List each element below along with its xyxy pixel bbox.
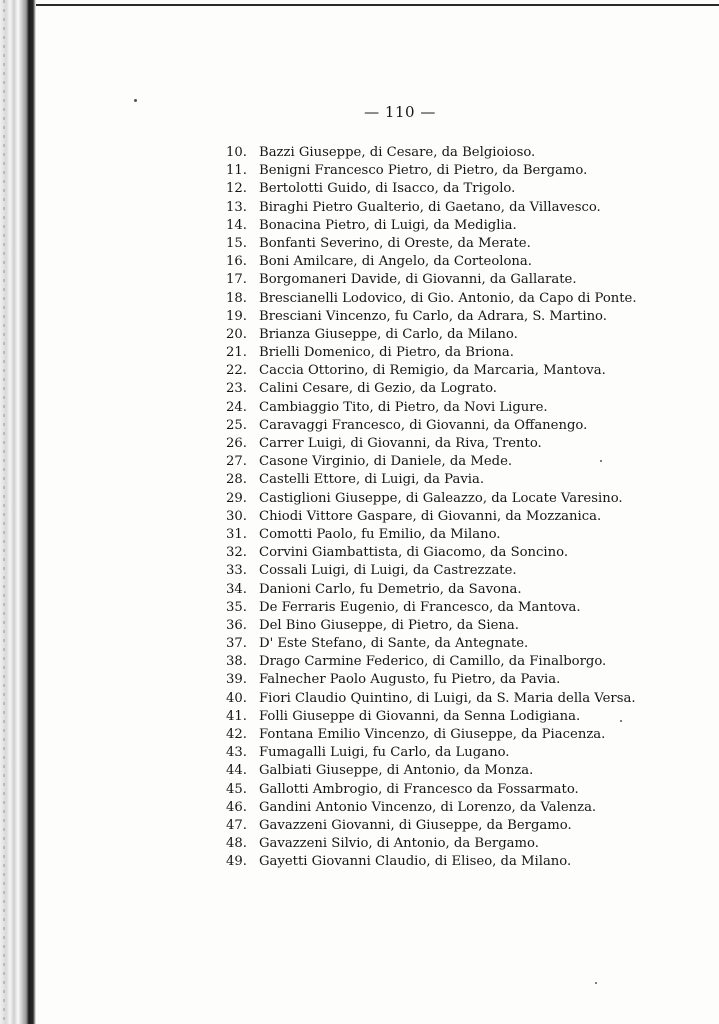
entry-number: 21. xyxy=(226,345,247,361)
page-number: — 110 — xyxy=(364,103,436,121)
entry-text: Cossali Luigi, di Luigi, da Castrezzate. xyxy=(259,563,517,579)
entry-text: Castelli Ettore, di Luigi, da Pavia. xyxy=(259,472,485,488)
book-binding-edge xyxy=(0,0,36,1024)
top-edge-rule xyxy=(36,4,719,6)
entry-number: 37. xyxy=(226,636,247,652)
list-item xyxy=(226,180,646,198)
list-item xyxy=(226,853,646,871)
list-item xyxy=(226,235,646,253)
entry-number: 20. xyxy=(226,326,247,342)
entry-text: Bonacina Pietro, di Luigi, da Mediglia. xyxy=(259,217,517,233)
entry-number: 23. xyxy=(226,381,247,397)
entry-number: 28. xyxy=(226,472,247,488)
entry-number: 44. xyxy=(226,763,247,779)
entry-number: 48. xyxy=(226,836,247,852)
list-item xyxy=(226,253,646,271)
entry-text: Comotti Paolo, fu Emilio, da Milano. xyxy=(259,526,501,542)
list-item xyxy=(226,453,646,471)
entry-text: Falnecher Paolo Augusto, fu Pietro, da Pavia. xyxy=(259,672,561,688)
entry-number: 31. xyxy=(226,526,247,542)
entry-text: Caravaggi Francesco, di Giovanni, da Offanengo. xyxy=(259,417,588,433)
entry-text: Galbiati Giuseppe, di Antonio, da Monza. xyxy=(259,763,534,779)
entry-number: 14. xyxy=(226,217,247,233)
entry-number: 27. xyxy=(226,454,247,470)
list-item xyxy=(226,544,646,562)
entry-text: Gavazzeni Giovanni, di Giuseppe, da Bergamo. xyxy=(259,817,572,833)
entry-number: 10. xyxy=(226,145,247,160)
list-item xyxy=(226,380,646,398)
list-item xyxy=(226,726,646,744)
entry-number: 45. xyxy=(226,781,247,797)
list-item xyxy=(226,362,646,380)
entry-number: 34. xyxy=(226,581,247,597)
entry-text: De Ferraris Eugenio, di Francesco, da Mantova. xyxy=(259,599,581,615)
entry-text: Chiodi Vittore Gaspare, di Giovanni, da Mozzanica. xyxy=(259,508,602,524)
entry-text: Cambiaggio Tito, di Pietro, da Novi Ligure. xyxy=(259,399,548,415)
entry-number: 15. xyxy=(226,235,247,251)
name-list xyxy=(226,144,646,872)
list-item xyxy=(226,217,646,235)
entry-text: Bresciani Vincenzo, fu Carlo, da Adrara, S. Martino. xyxy=(259,308,607,324)
list-item xyxy=(226,308,646,326)
entry-text: Bazzi Giuseppe, di Cesare, da Belgioioso. xyxy=(259,145,536,160)
entry-text: Brielli Domenico, di Pietro, da Briona. xyxy=(259,345,514,361)
entry-text: Del Bino Giuseppe, di Pietro, da Siena. xyxy=(259,617,519,633)
entry-text: Brianza Giuseppe, di Carlo, da Milano. xyxy=(259,326,518,342)
list-item xyxy=(226,344,646,362)
entry-number: 35. xyxy=(226,599,247,615)
list-item xyxy=(226,799,646,817)
entry-text: Fumagalli Luigi, fu Carlo, da Lugano. xyxy=(259,745,510,761)
entry-text: Casone Virginio, di Daniele, da Mede. xyxy=(259,454,513,470)
list-item xyxy=(226,526,646,544)
entry-number: 22. xyxy=(226,363,247,379)
list-item xyxy=(226,471,646,489)
list-item xyxy=(226,581,646,599)
entry-number: 19. xyxy=(226,308,247,324)
list-item xyxy=(226,417,646,435)
list-item xyxy=(226,781,646,799)
entry-number: 11. xyxy=(226,163,247,179)
entry-number: 16. xyxy=(226,254,247,270)
list-item xyxy=(226,399,646,417)
entry-number: 32. xyxy=(226,545,247,561)
list-item xyxy=(226,435,646,453)
list-item xyxy=(226,671,646,689)
entry-number: 36. xyxy=(226,617,247,633)
list-item xyxy=(226,653,646,671)
list-item xyxy=(226,162,646,180)
entry-text: Brescianelli Lodovico, di Gio. Antonio, da Capo di Ponte. xyxy=(259,290,637,306)
entry-text: Castiglioni Giuseppe, di Galeazzo, da Locate Varesino. xyxy=(259,490,623,506)
list-item xyxy=(226,144,646,162)
list-item xyxy=(226,599,646,617)
list-item xyxy=(226,817,646,835)
entry-number: 39. xyxy=(226,672,247,688)
entry-number: 43. xyxy=(226,745,247,761)
entry-number: 33. xyxy=(226,563,247,579)
list-item xyxy=(226,708,646,726)
entry-text: Drago Carmine Federico, di Camillo, da Finalborgo. xyxy=(259,654,607,670)
list-item xyxy=(226,635,646,653)
entry-text: Caccia Ottorino, di Remigio, da Marcaria, Mantova. xyxy=(259,363,606,379)
entry-number: 49. xyxy=(226,854,247,870)
entry-number: 17. xyxy=(226,272,247,288)
entry-number: 13. xyxy=(226,199,247,215)
entry-text: Gayetti Giovanni Claudio, di Eliseo, da Milano. xyxy=(259,854,572,870)
entry-text: Fiori Claudio Quintino, di Luigi, da S. Maria della Versa. xyxy=(259,690,636,706)
entry-text: Gandini Antonio Vincenzo, di Lorenzo, da Valenza. xyxy=(259,799,597,815)
entry-number: 30. xyxy=(226,508,247,524)
entry-number: 41. xyxy=(226,708,247,724)
entry-number: 25. xyxy=(226,417,247,433)
entry-number: 24. xyxy=(226,399,247,415)
entry-text: D' Este Stefano, di Sante, da Antegnate. xyxy=(259,636,529,652)
list-item xyxy=(226,762,646,780)
entry-text: Boni Amilcare, di Angelo, da Corteolona. xyxy=(259,254,532,270)
list-item xyxy=(226,290,646,308)
entry-number: 18. xyxy=(226,290,247,306)
entry-number: 29. xyxy=(226,490,247,506)
entry-text: Bertolotti Guido, di Isacco, da Trigolo. xyxy=(259,181,516,197)
entry-number: 38. xyxy=(226,654,247,670)
entry-text: Gallotti Ambrogio, di Francesco da Fossarmato. xyxy=(259,781,579,797)
list-item xyxy=(226,744,646,762)
entry-text: Danioni Carlo, fu Demetrio, da Savona. xyxy=(259,581,522,597)
entry-text: Corvini Giambattista, di Giacomo, da Soncino. xyxy=(259,545,569,561)
list-item xyxy=(226,690,646,708)
entry-text: Gavazzeni Silvio, di Antonio, da Bergamo. xyxy=(259,836,539,852)
list-item xyxy=(226,617,646,635)
list-item xyxy=(226,508,646,526)
entry-text: Benigni Francesco Pietro, di Pietro, da Bergamo. xyxy=(259,163,588,179)
entry-text: Carrer Luigi, di Giovanni, da Riva, Trento. xyxy=(259,436,542,451)
entry-text: Calini Cesare, di Gezio, da Lograto. xyxy=(259,381,497,397)
list-item xyxy=(226,271,646,289)
entry-number: 26. xyxy=(226,436,247,451)
list-item xyxy=(226,326,646,344)
entry-number: 46. xyxy=(226,799,247,815)
entry-number: 40. xyxy=(226,690,247,706)
list-item xyxy=(226,490,646,508)
entry-text: Borgomaneri Davide, di Giovanni, da Gallarate. xyxy=(259,272,577,288)
entry-text: Bonfanti Severino, di Oreste, da Merate. xyxy=(259,235,531,251)
speck xyxy=(595,982,597,984)
entry-text: Folli Giuseppe di Giovanni, da Senna Lodigiana. xyxy=(259,708,581,724)
entry-number: 42. xyxy=(226,727,247,742)
entry-number: 12. xyxy=(226,181,247,197)
list-item xyxy=(226,199,646,217)
entry-text: Biraghi Pietro Gualterio, di Gaetano, da Villavesco. xyxy=(259,199,601,215)
list-item xyxy=(226,562,646,580)
list-item xyxy=(226,835,646,853)
entry-number: 47. xyxy=(226,817,247,833)
speck xyxy=(134,99,137,102)
entry-text: Fontana Emilio Vincenzo, di Giuseppe, da Piacenza. xyxy=(259,727,606,742)
